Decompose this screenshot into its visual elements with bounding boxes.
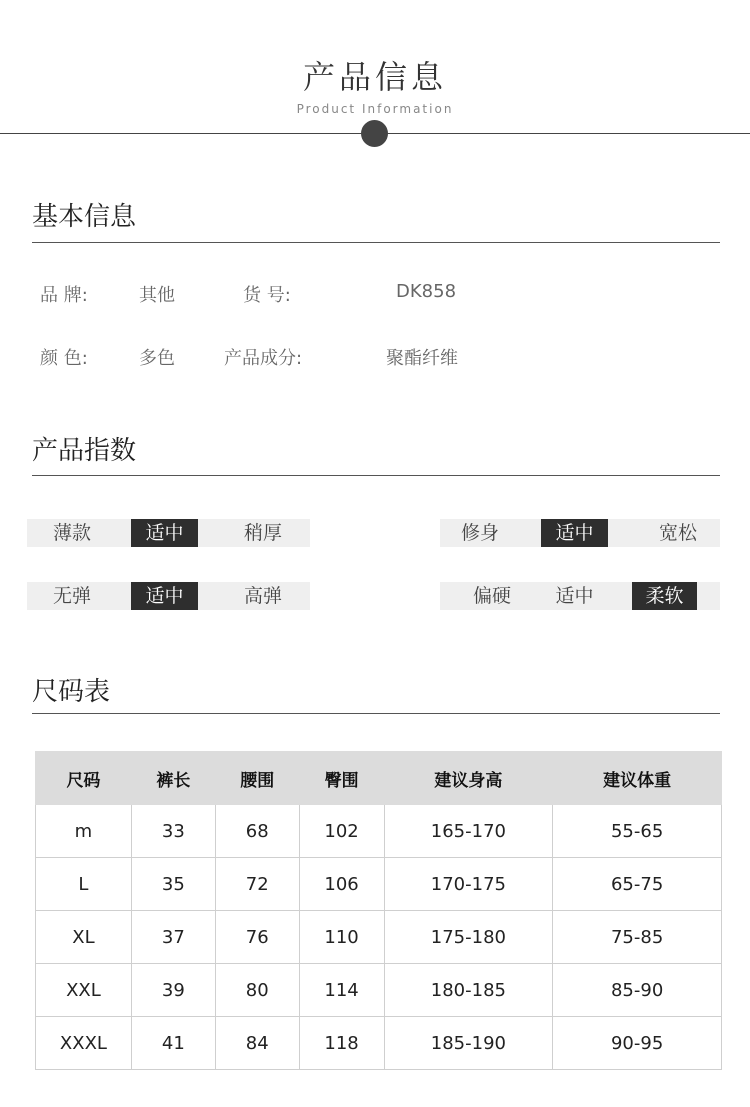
table-cell: m	[36, 805, 132, 858]
thickness-option-thin: 薄款	[52, 522, 91, 544]
table-row	[36, 858, 722, 911]
elasticity-option-none: 无弹	[52, 585, 91, 607]
table-cell: 65-75	[553, 858, 722, 911]
table-row	[36, 805, 722, 858]
column-header: 臀围	[299, 752, 384, 805]
page-subtitle: Product Information	[296, 102, 454, 116]
elasticity-option-high: 高弹	[243, 585, 282, 607]
item-number-label: 货 号:	[243, 285, 291, 306]
table-cell: 72	[215, 858, 299, 911]
softness-scale	[440, 582, 720, 610]
thickness-option-medium: 适中	[131, 519, 198, 547]
section-divider	[32, 475, 720, 476]
thickness-scale	[27, 519, 310, 547]
table-header-row	[36, 752, 722, 805]
table-cell: 85-90	[553, 964, 722, 1017]
table-cell: 37	[131, 911, 215, 964]
fit-option-slim: 修身	[460, 522, 499, 544]
table-cell: XL	[36, 911, 132, 964]
header-dot-ornament	[361, 120, 388, 147]
table-cell: 33	[131, 805, 215, 858]
item-number-value: DK858	[396, 281, 457, 302]
table-cell: XXL	[36, 964, 132, 1017]
softness-option-soft: 柔软	[632, 582, 697, 610]
table-row	[36, 911, 722, 964]
fit-scale	[440, 519, 720, 547]
table-cell: 180-185	[384, 964, 553, 1017]
color-label: 颜 色:	[40, 348, 88, 369]
softness-option-hard: 偏硬	[472, 585, 511, 607]
color-value: 多色	[139, 348, 175, 369]
table-cell: 102	[299, 805, 384, 858]
table-cell: 185-190	[384, 1017, 553, 1070]
brand-label: 品 牌:	[40, 285, 88, 306]
section-title-product-index: 产品指数	[32, 436, 137, 466]
table-cell: 75-85	[553, 911, 722, 964]
table-cell: 165-170	[384, 805, 553, 858]
table-cell: XXXL	[36, 1017, 132, 1070]
table-cell: 84	[215, 1017, 299, 1070]
section-divider	[32, 242, 720, 243]
table-cell: 39	[131, 964, 215, 1017]
table-cell: 35	[131, 858, 215, 911]
material-label: 产品成分:	[224, 348, 303, 369]
column-header: 裤长	[131, 752, 215, 805]
table-cell: 68	[215, 805, 299, 858]
table-cell: 90-95	[553, 1017, 722, 1070]
table-row	[36, 964, 722, 1017]
table-row	[36, 1017, 722, 1070]
section-divider	[32, 713, 720, 714]
page-title: 产品信息	[302, 58, 447, 96]
table-cell: 76	[215, 911, 299, 964]
elasticity-option-medium: 适中	[131, 582, 198, 610]
table-cell: 106	[299, 858, 384, 911]
size-table	[35, 751, 722, 1070]
column-header: 建议身高	[384, 752, 553, 805]
column-header: 腰围	[215, 752, 299, 805]
table-cell: 110	[299, 911, 384, 964]
material-value: 聚酯纤维	[386, 348, 458, 369]
table-cell: 175-180	[384, 911, 553, 964]
softness-option-medium: 适中	[555, 585, 594, 607]
elasticity-scale	[27, 582, 310, 610]
table-cell: 41	[131, 1017, 215, 1070]
column-header: 尺码	[36, 752, 132, 805]
table-cell: 55-65	[553, 805, 722, 858]
table-cell: 118	[299, 1017, 384, 1070]
table-cell: 170-175	[384, 858, 553, 911]
brand-value: 其他	[139, 285, 175, 306]
section-title-size-chart: 尺码表	[32, 677, 111, 707]
table-cell: L	[36, 858, 132, 911]
thickness-option-thick: 稍厚	[243, 522, 282, 544]
fit-option-medium: 适中	[541, 519, 608, 547]
column-header: 建议体重	[553, 752, 722, 805]
section-title-basic-info: 基本信息	[32, 202, 137, 232]
table-cell: 80	[215, 964, 299, 1017]
fit-option-loose: 宽松	[658, 522, 697, 544]
table-cell: 114	[299, 964, 384, 1017]
